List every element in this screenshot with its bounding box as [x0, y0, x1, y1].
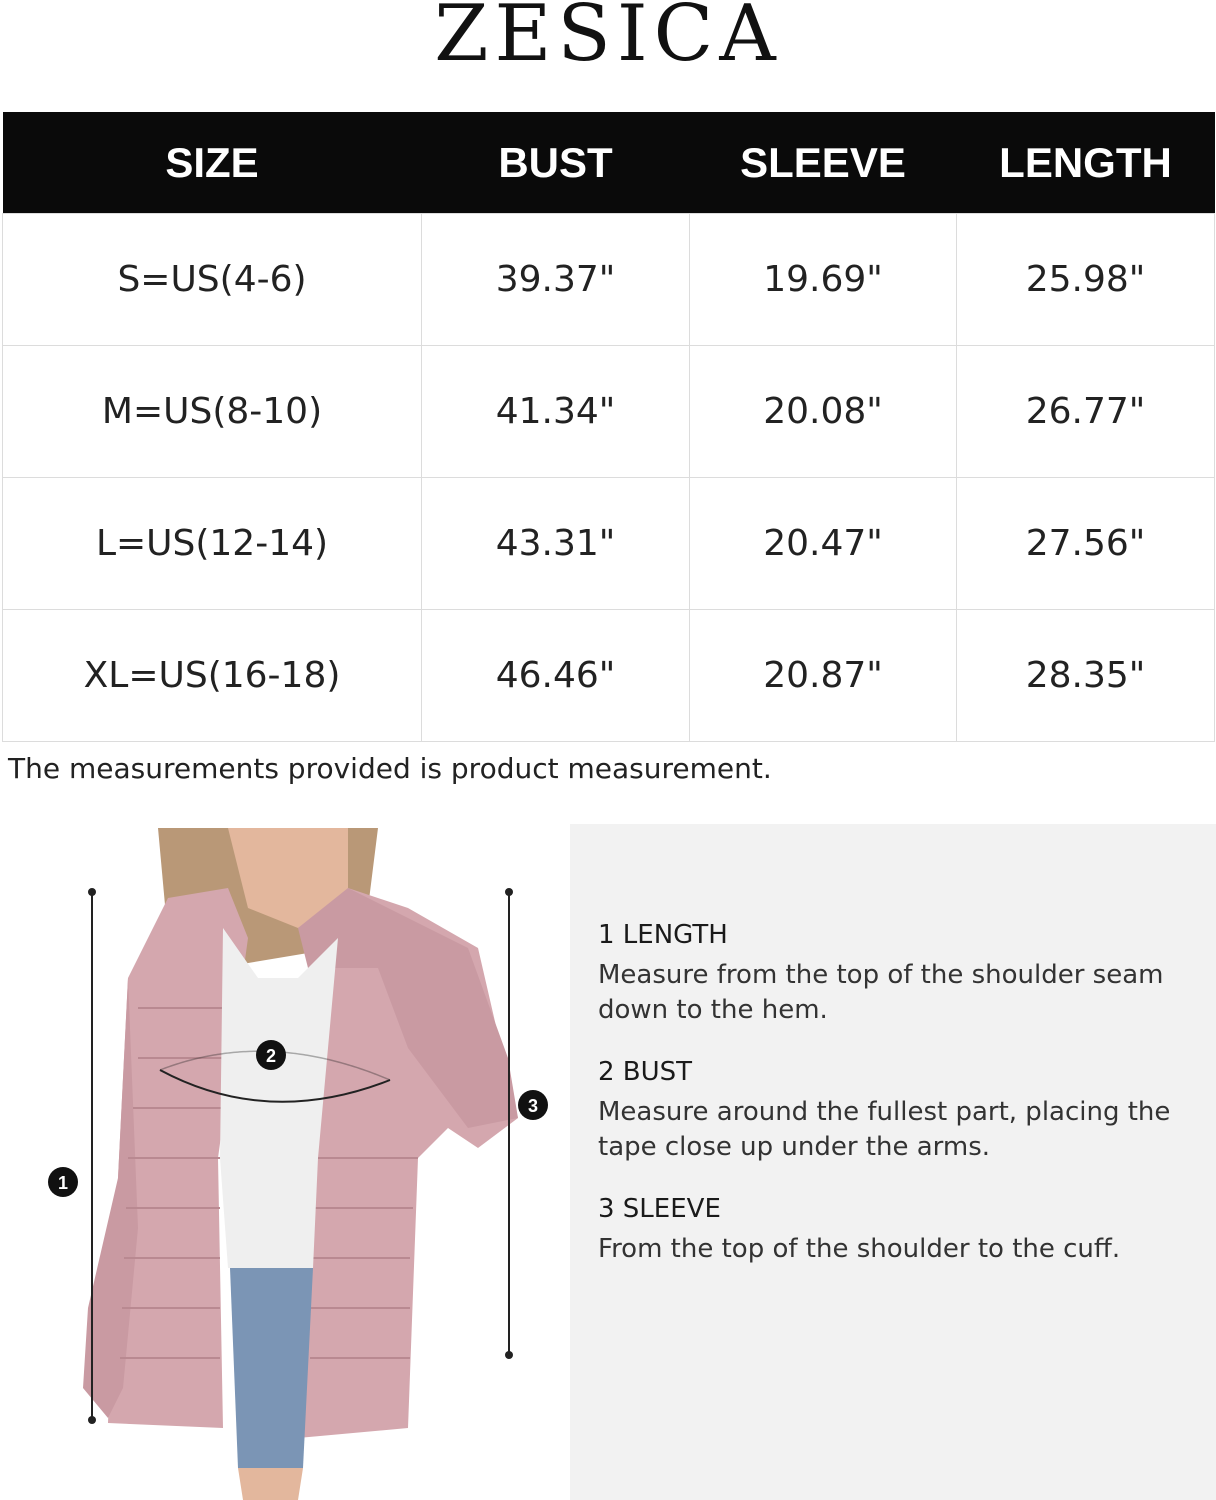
instruction-sleeve: [598, 1194, 1188, 1267]
table-header-row: [3, 112, 1215, 214]
cell-length: 28.35": [957, 610, 1215, 742]
sleeve-line-end: [505, 1351, 513, 1359]
table-row: [3, 214, 1215, 346]
size-chart-table: [2, 112, 1215, 742]
header-length: LENGTH: [957, 112, 1215, 214]
sleeve-line-end: [505, 888, 513, 896]
cell-sleeve: 19.69": [690, 214, 957, 346]
instruction-title: 2 BUST: [598, 1057, 693, 1087]
header-sleeve: SLEEVE: [690, 112, 957, 214]
shorts-shape: [230, 1268, 313, 1468]
instruction-title: 1 LENGTH: [598, 920, 728, 950]
header-bust: BUST: [422, 112, 690, 214]
cell-bust: 39.37": [422, 214, 690, 346]
length-line-end: [88, 888, 96, 896]
instruction-text: Measure from the top of the shoulder seam down to the hem.: [598, 960, 1164, 1025]
cell-size: M=US(8-10): [3, 346, 422, 478]
cell-bust: 43.31": [422, 478, 690, 610]
cell-sleeve: 20.08": [690, 346, 957, 478]
length-line-end: [88, 1416, 96, 1424]
table-row: [3, 610, 1215, 742]
instruction-title: 3 SLEEVE: [598, 1194, 721, 1224]
table-row: [3, 478, 1215, 610]
marker-3-label: 3: [527, 1096, 539, 1116]
cell-sleeve: 20.87": [690, 610, 957, 742]
cell-size: XL=US(16-18): [3, 610, 422, 742]
cell-length: 26.77": [957, 346, 1215, 478]
instruction-text: Measure around the fullest part, placing the tape close up under the arms.: [598, 1097, 1171, 1162]
instruction-text: From the top of the shoulder to the cuff.: [598, 1234, 1121, 1264]
cell-bust: 46.46": [422, 610, 690, 742]
measurement-note: The measurements provided is product measurement.: [8, 752, 772, 785]
cell-sleeve: 20.47": [690, 478, 957, 610]
cell-size: L=US(12-14): [3, 478, 422, 610]
brand-logo: ZESICA: [434, 0, 782, 79]
instruction-bust: [598, 1057, 1188, 1165]
cell-size: S=US(4-6): [3, 214, 422, 346]
leg-shape: [238, 1468, 303, 1500]
marker-1-label: 1: [57, 1173, 69, 1193]
table-row: [3, 346, 1215, 478]
instruction-length: [598, 920, 1188, 1028]
cell-length: 27.56": [957, 478, 1215, 610]
marker-2-label: 2: [265, 1046, 277, 1066]
cardigan-measurement-diagram: [48, 828, 558, 1500]
cell-bust: 41.34": [422, 346, 690, 478]
header-size: SIZE: [3, 112, 422, 214]
cell-length: 25.98": [957, 214, 1215, 346]
